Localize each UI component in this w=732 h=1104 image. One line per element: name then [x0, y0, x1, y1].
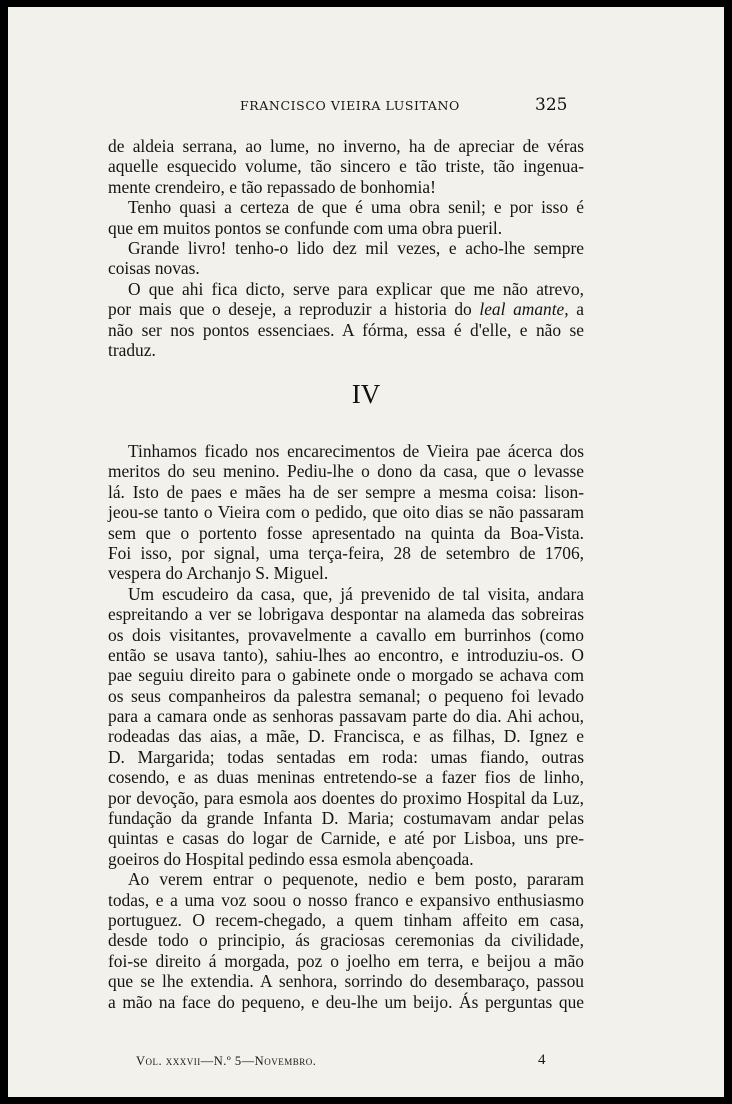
text-line: Um escudeiro da casa, que, já prevenido de tal visita, andara	[128, 583, 584, 604]
text-line: aquelle esquecido volume, tão sincero e tão triste, tão ingenua-	[108, 156, 584, 177]
text-line: Ao verem entrar o pequenote, nedio e bem posto, pararam	[128, 869, 584, 890]
intro-text	[108, 136, 584, 360]
text-line: traduz.	[108, 339, 156, 360]
text-run: por mais que o deseje, a reproduzir a historia do	[108, 299, 480, 320]
text-line: lá. Isto de paes e mães ha de ser sempre a mesma coisa: lison-	[108, 481, 584, 502]
text-line: fundação da grande Infanta D. Maria; costumavam andar pelas	[108, 808, 584, 829]
text-line: jeou-se tanto o Vieira com o pedido, que oito dias se não passaram	[108, 502, 584, 523]
running-head	[8, 95, 724, 119]
text-line: coisas novas.	[108, 258, 200, 279]
text-line: de aldeia serrana, ao lume, no inverno, ha de apreciar de véras	[108, 136, 584, 156]
text-line: para a camara onde as senhoras passavam parte do dia. Ahi achou,	[108, 706, 584, 727]
page-number: 325	[535, 95, 568, 115]
text-line: meritos do seu menino. Pediu-lhe o dono da casa, que o levasse	[108, 461, 584, 482]
sheet-number: 4	[538, 1052, 546, 1068]
footer	[136, 1054, 584, 1072]
text-line: por devoção, para esmola aos doentes do proximo Hospital da Luz,	[108, 787, 584, 808]
running-title: FRANCISCO VIEIRA LUSITANO	[240, 98, 460, 113]
text-line	[108, 299, 584, 319]
text-line: mente crendeiro, e tão repassado de bonhomia!	[108, 176, 436, 197]
italic-title: leal amante,	[479, 299, 569, 320]
text-run: a	[568, 299, 584, 320]
text-line: foi-se direito á morgada, poz o joelho em terra, e beijou a mão	[108, 950, 584, 971]
text-line: goeiros do Hospital pedindo essa esmola abençoada.	[108, 848, 474, 869]
chapter-text	[108, 441, 584, 1012]
text-line: então se usava tanto), sahiu-lhes ao encontro, e introduziu-os. O	[108, 644, 584, 665]
text-line: pae seguiu direito para o gabinete onde o morgado se achava com	[108, 665, 584, 686]
text-line: Tinhamos ficado nos encarecimentos de Vieira pae ácerca dos	[128, 441, 584, 461]
text-line: espreitando a ver se lobrigava despontar na alameda das sobreiras	[108, 604, 584, 625]
text-line: Foi isso, por signal, uma terça-feira, 28 de setembro de 1706,	[108, 542, 584, 563]
text-line: os seus companheiros da palestra semanal; o pequeno foi levado	[108, 685, 584, 706]
text-line: rodeadas das aias, a mãe, D. Francisca, e as filhas, D. Ignez e	[108, 726, 584, 747]
text-line: O que ahi fica dicto, serve para explicar que me não atrevo,	[128, 278, 584, 299]
text-line: Tenho quasi a certeza de que é uma obra senil; e por isso é	[128, 197, 584, 218]
text-line: os dois visitantes, provavelmente a cavallo em burrinhos (como	[108, 624, 584, 645]
text-line: todas, e a uma voz soou o nosso franco e expansivo enthusiasmo	[108, 889, 584, 910]
text-line: vespera do Archanjo S. Miguel.	[108, 563, 329, 584]
text-line: quintas e casas do logar de Carnide, e até por Lisboa, uns pre-	[108, 828, 584, 849]
chapter-heading: IV	[351, 379, 381, 409]
scanned-page	[8, 7, 724, 1097]
text-line: D. Margarida; todas sentadas em roda: umas fiando, outras	[108, 746, 584, 767]
text-line: cosendo, e as duas meninas entretendo-se a fazer fios de linho,	[108, 767, 584, 788]
text-line: desde todo o principio, ás graciosas ceremonias da civilidade,	[108, 930, 584, 951]
text-line: não ser nos pontos essenciaes. A fórma, essa é d'elle, e não se	[108, 319, 584, 340]
text-line: portuguez. O recem-chegado, a quem tinham affeito em casa,	[108, 909, 584, 930]
text-line: sem que o portento fosse apresentado na quinta da Boa-Vista.	[108, 522, 584, 543]
text-line: Grande livro! tenho-o lido dez mil vezes, e acho-lhe sempre	[128, 237, 584, 258]
text-line: a mão na face do pequeno, e deu-lhe um beijo. Ás perguntas que	[108, 991, 584, 1012]
text-line: que em muitos pontos se confunde com uma obra pueril.	[108, 217, 503, 238]
text-line: que se lhe extendia. A senhora, sorrindo do desembaraço, passou	[108, 971, 584, 992]
signature-mark: Vol. xxxvii—N.º 5—Novembro.	[136, 1054, 317, 1068]
